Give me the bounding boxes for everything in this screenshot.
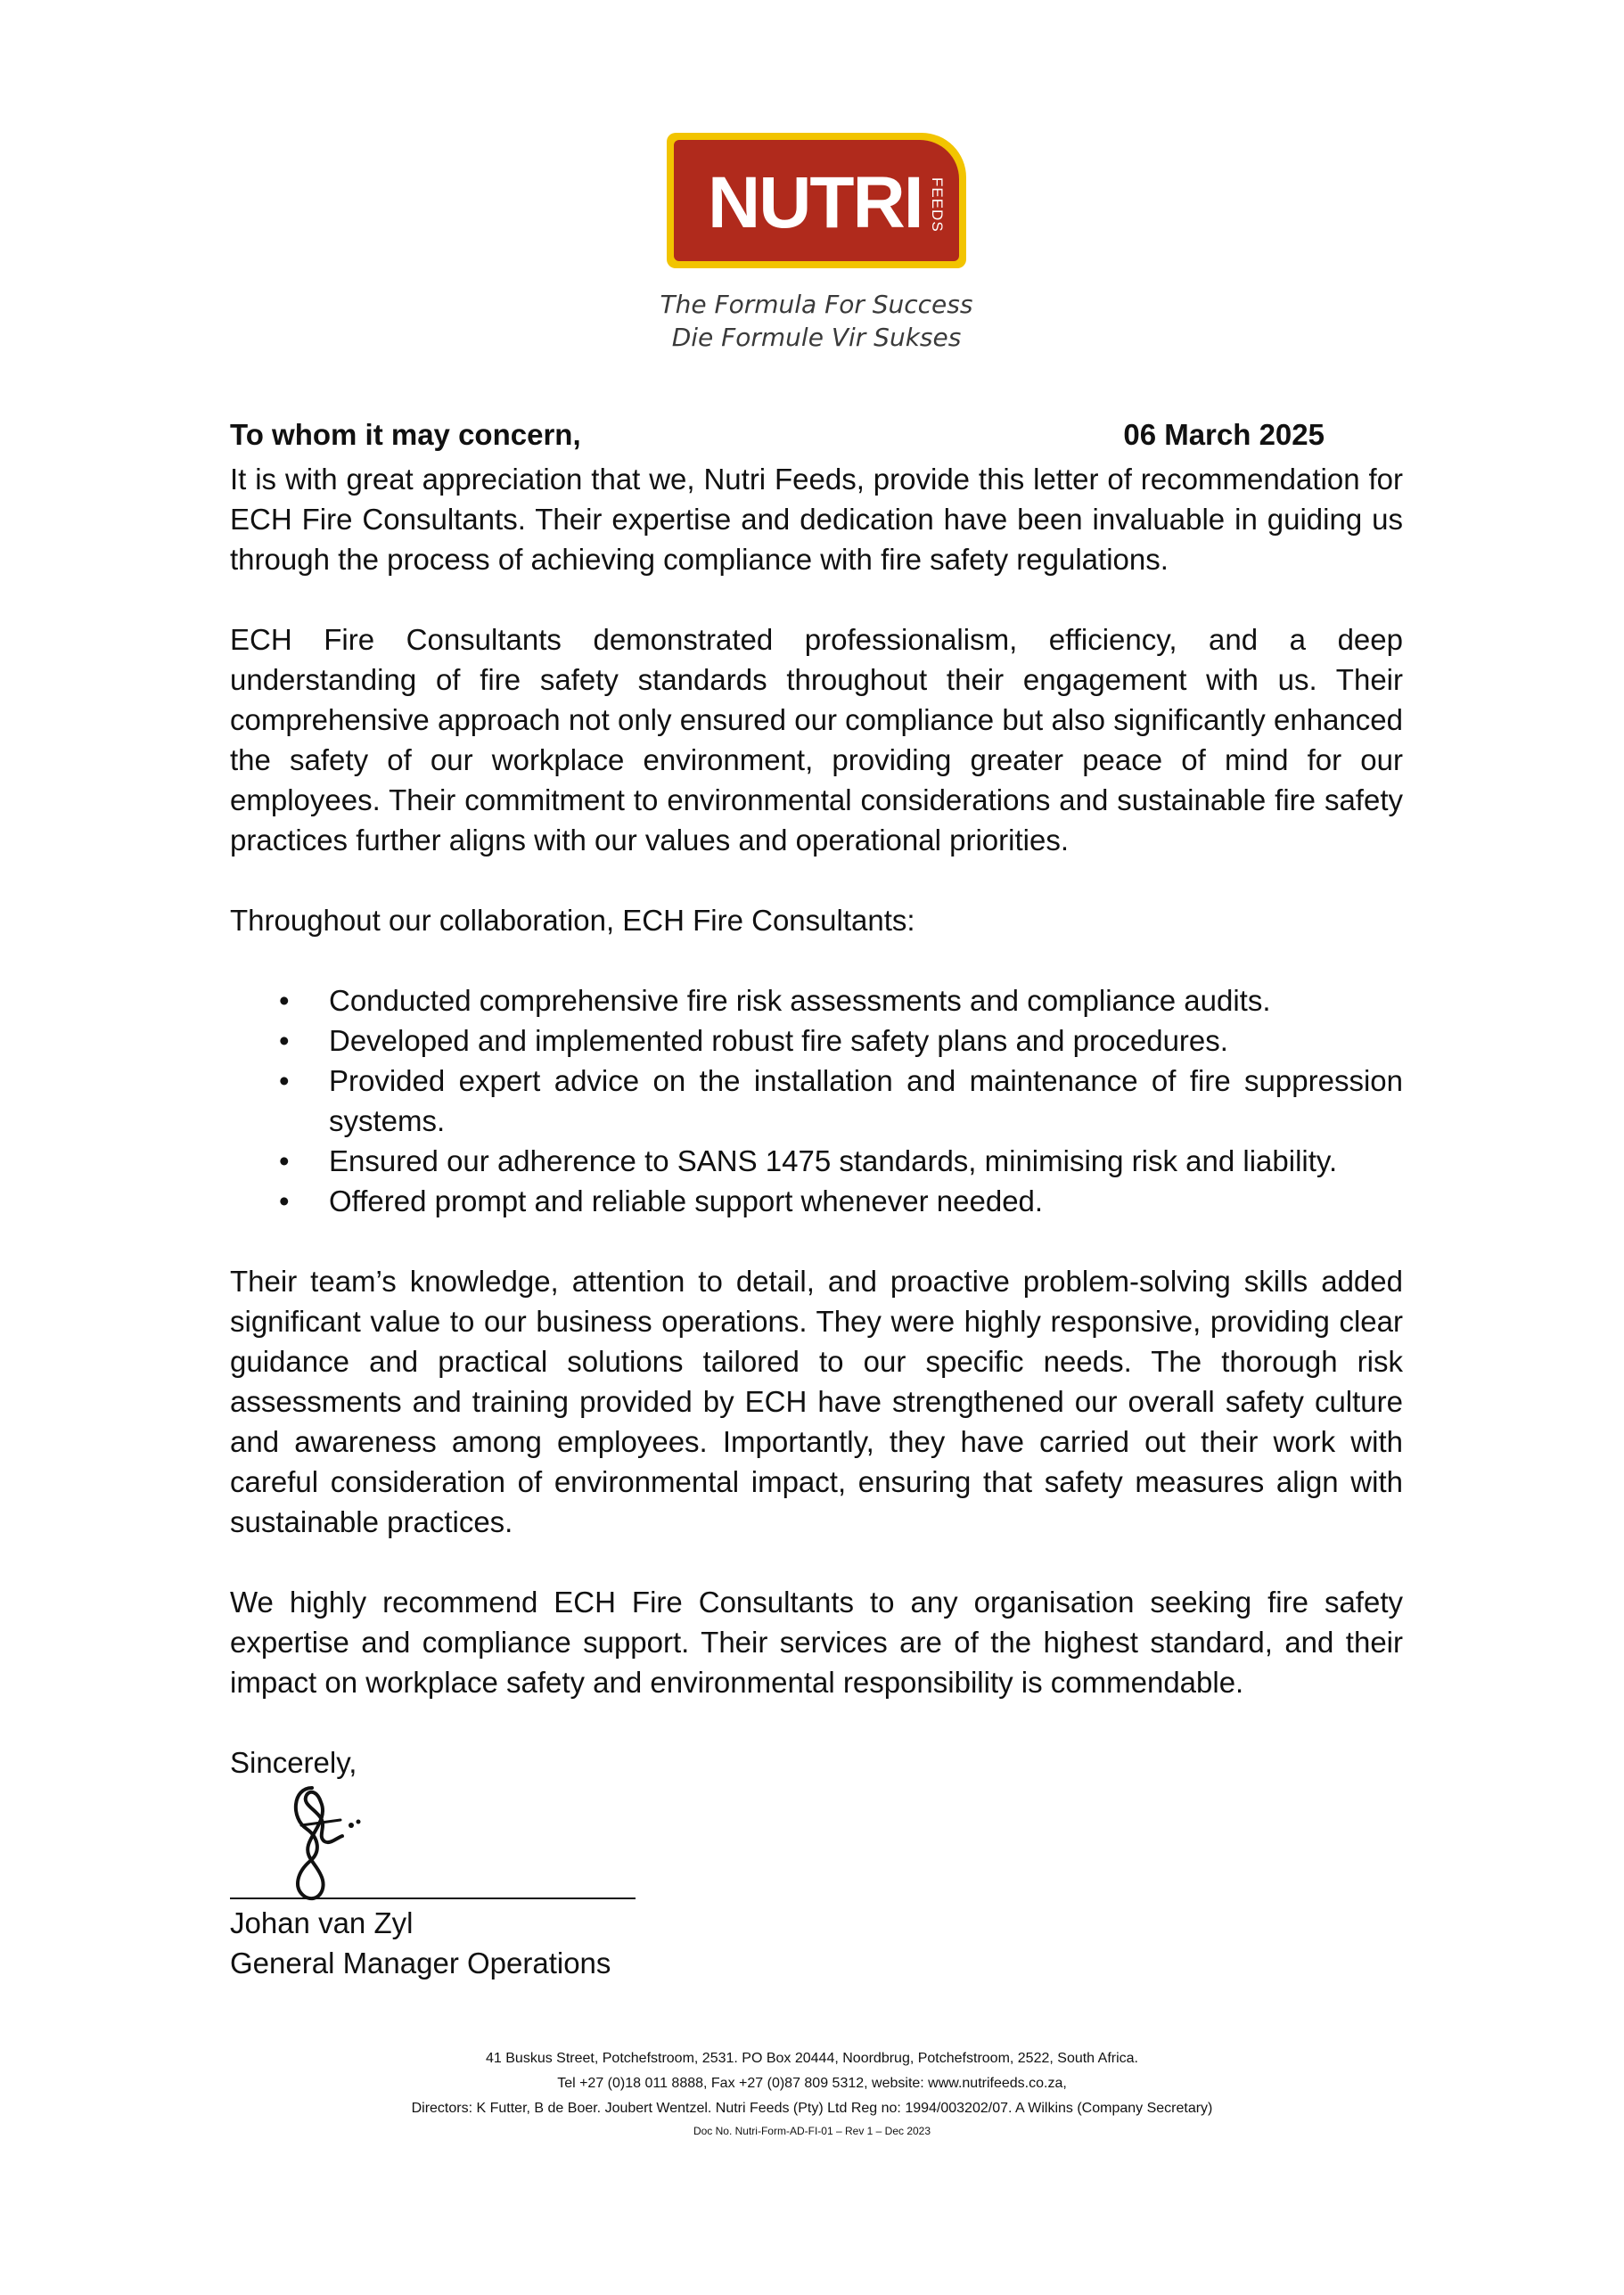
- list-item: • Offered prompt and reliable support whenever needed.: [230, 1181, 1403, 1221]
- logo-feeds-text: FEEDS: [929, 177, 946, 233]
- signer-name: Johan van Zyl: [230, 1906, 414, 1939]
- signature-block: [230, 1783, 640, 1903]
- signature-line: [230, 1897, 636, 1899]
- logo-badge: [667, 133, 966, 268]
- handwritten-signature: [266, 1783, 373, 1903]
- list-item: • Provided expert advice on the installation and maintenance of fire suppression systems.: [230, 1061, 1403, 1141]
- logo-brand-text: NUTRI: [708, 162, 923, 243]
- paragraph-recommendation: We highly recommend ECH Fire Consultants to any organisation seeking fire safety expertise and compliance support. Their services are of the highest standard, and their impact on workplace safety and environmental responsibility is commendable.: [230, 1586, 1403, 1699]
- logo-badge-inner: [674, 140, 959, 261]
- list-item: • Ensured our adherence to SANS 1475 standards, minimising risk and liability.: [230, 1141, 1403, 1181]
- footer-address: 41 Buskus Street, Potchefstroom, 2531. PO Box 20444, Noordbrug, Potchefstroom, 2522, South Africa.: [486, 2051, 1138, 2066]
- services-list: [230, 980, 1403, 1221]
- letterhead-footer: [0, 2046, 1624, 2141]
- paragraph-intro: It is with great appreciation that we, Nutri Feeds, provide this letter of recommendation for ECH Fire Consultants. Their expertise and dedication have been invaluable in guiding us through the process of achieving compliance with fire safety regulations.: [230, 463, 1403, 576]
- paragraph-performance: ECH Fire Consultants demonstrated professionalism, efficiency, and a deep understanding of fire safety standards throughout their engagement with us. Their comprehensive approach not only ensured our compliance but also significantly enhanced the safety of our workplace environment, providing greater peace of mind for our employees. Their commitment to environmental considerations and sustainable fire safety practices further aligns with our values and operational priorities.: [230, 623, 1403, 857]
- closing: Sincerely,: [230, 1746, 357, 1779]
- paragraph-team: Their team’s knowledge, attention to detail, and proactive problem-solving skills added significant value to our business operations. They were highly responsive, providing clear guidance and practical solutions tailored to our specific needs. The thorough risk assessments and training provided by ECH have strengthened our overall safety culture and awareness among employees. Importantly, they have carried out their work with careful consideration of environmental impact, ensuring that safety measures align with sustainable practices.: [230, 1265, 1403, 1538]
- footer-directors: Directors: K Futter, B de Boer. Joubert Wentzel. Nutri Feeds (Pty) Ltd Reg no: 1994/003202/07. A Wilkins (Company Secretary): [411, 2101, 1213, 2116]
- letter-header: [230, 414, 1403, 459]
- logo-tagline-english: The Formula For Success: [660, 290, 973, 319]
- list-intro: Throughout our collaboration, ECH Fire Consultants:: [230, 904, 915, 937]
- list-item: • Developed and implemented robust fire safety plans and procedures.: [230, 1020, 1403, 1061]
- letter-date: 06 March 2025: [1123, 418, 1325, 451]
- greeting: To whom it may concern,: [230, 418, 581, 451]
- logo-tagline-afrikaans: Die Formule Vir Sukses: [671, 323, 962, 352]
- footer-contact: Tel +27 (0)18 011 8888, Fax +27 (0)87 809 5312, website: www.nutrifeeds.co.za,: [557, 2076, 1067, 2091]
- footer-doc-number: Doc No. Nutri-Form-AD-FI-01 – Rev 1 – Dec 2023: [693, 2125, 931, 2137]
- list-item: • Conducted comprehensive fire risk assessments and compliance audits.: [230, 980, 1403, 1020]
- signer-title: General Manager Operations: [230, 1947, 611, 1979]
- letter-body: [230, 414, 1403, 1983]
